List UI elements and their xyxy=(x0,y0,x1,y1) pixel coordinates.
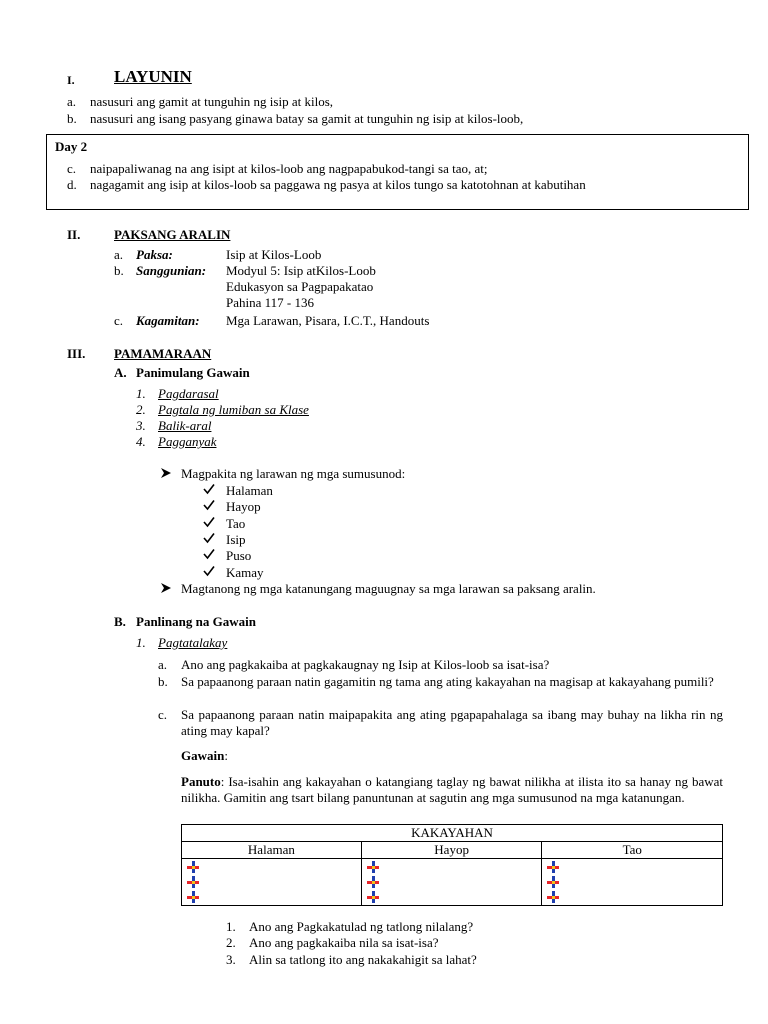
checklist-item: Kamay xyxy=(226,565,264,580)
objective-a: nasusuri ang gamit at tunguhin ng isip at kilos, xyxy=(90,94,334,109)
section1-number: I. xyxy=(67,73,75,87)
multicolor-bullet-icon xyxy=(186,890,200,904)
part-a-item-3: Balik-aral xyxy=(158,418,212,433)
part-a-item-3-num: 3. xyxy=(136,418,146,433)
checklist-item: Hayop xyxy=(226,499,261,514)
question-b-letter: b. xyxy=(158,674,168,689)
objective-c-letter: c. xyxy=(67,161,77,176)
gawain-colon: : xyxy=(224,748,228,763)
multicolor-bullet-icon xyxy=(186,875,200,889)
sanggunian-line-1: Modyul 5: Isip atKilos-Loob xyxy=(226,263,376,278)
multicolor-bullet-icon xyxy=(546,890,560,904)
sanggunian-line-2: Edukasyon sa Pagpapakatao xyxy=(226,279,374,294)
final-question-3: Alin sa tatlong ito ang nakakahigit sa lahat? xyxy=(249,952,477,967)
table-cell-tao[interactable] xyxy=(542,859,723,906)
multicolor-bullet-icon xyxy=(186,860,200,874)
check-icon xyxy=(203,483,215,499)
checklist-item: Tao xyxy=(226,516,246,531)
check-icon xyxy=(203,532,215,548)
multicolor-bullet-icon xyxy=(366,860,380,874)
arrow-bullet-icon xyxy=(160,467,172,483)
section3-title: PAMAMARAAN xyxy=(114,346,212,361)
question-c-letter: c. xyxy=(158,707,168,722)
multicolor-bullet-icon xyxy=(366,890,380,904)
part-a-title: Panimulang Gawain xyxy=(136,365,250,380)
sanggunian-line-3: Pahina 117 - 136 xyxy=(226,295,314,310)
kagamitan-value: Mga Larawan, Pisara, I.C.T., Handouts xyxy=(226,313,430,328)
kagamitan-label: Kagamitan: xyxy=(136,313,200,328)
day2-label: Day 2 xyxy=(55,139,88,154)
check-icon xyxy=(203,565,215,581)
part-b-item-num: 1. xyxy=(136,635,146,650)
kagamitan-letter: c. xyxy=(114,313,124,328)
kakayahan-table xyxy=(181,824,723,906)
final-question-2: Ano ang pagkakaiba nila sa isat-isa? xyxy=(249,935,439,950)
part-a-item-4-num: 4. xyxy=(136,434,146,449)
section3-number: III. xyxy=(67,346,86,361)
paksa-label: Paksa: xyxy=(136,247,173,262)
gawain-heading xyxy=(181,748,228,764)
table-cell-halaman[interactable] xyxy=(182,859,362,906)
objective-b: nasusuri ang isang pasyang ginawa batay sa gamit at tunguhin ng isip at kilos-loob, xyxy=(90,111,524,126)
arrow-bullet-icon xyxy=(160,582,172,598)
section1-title: LAYUNIN xyxy=(114,67,192,86)
question-c: Sa papaanong paraan natin maipapakita ang ating pgapapahalaga sa ibang may buhay na likha rin ng ating may kapal? xyxy=(181,707,723,738)
final-question-1-num: 1. xyxy=(226,919,236,934)
question-a: Ano ang pagkakaiba at pagkakaugnay ng Isip at Kilos-loob sa isat-isa? xyxy=(181,657,550,672)
objective-a-letter: a. xyxy=(67,94,77,109)
table-title: KAKAYAHAN xyxy=(182,825,723,842)
section2-title: PAKSANG ARALIN xyxy=(114,227,231,242)
final-question-2-num: 2. xyxy=(226,935,236,950)
question-b: Sa papaanong paraan natin gagamitin ng tama ang ating kakayahan na magisap at kakayahang pumili? xyxy=(181,674,714,689)
objective-d: nagagamit ang isip at kilos-loob sa paggawa ng pasya at kilos tungo sa katotohnan at kabutihan xyxy=(90,177,586,192)
checklist-item: Isip xyxy=(226,532,246,547)
objective-c: naipapaliwanag na ang isipt at kilos-loob ang nagpapabukod-tangi sa tao, at; xyxy=(90,161,488,176)
check-icon xyxy=(203,548,215,564)
part-a-item-1-num: 1. xyxy=(136,386,146,401)
part-b-letter: B. xyxy=(114,614,126,629)
question-a-letter: a. xyxy=(158,657,168,672)
table-cell-hayop[interactable] xyxy=(361,859,542,906)
multicolor-bullet-icon xyxy=(546,860,560,874)
part-b-title: Panlinang na Gawain xyxy=(136,614,256,629)
arrow-item-1: Magpakita ng larawan ng mga sumusunod: xyxy=(181,466,406,481)
checklist-item: Halaman xyxy=(226,483,273,498)
check-icon xyxy=(203,499,215,515)
objective-d-letter: d. xyxy=(67,177,77,192)
objective-b-letter: b. xyxy=(67,111,77,126)
checklist-item: Puso xyxy=(226,548,252,563)
paksa-value: Isip at Kilos-Loob xyxy=(226,247,322,262)
panuto-paragraph xyxy=(181,774,723,806)
multicolor-bullet-icon xyxy=(546,875,560,889)
part-a-item-2: Pagtala ng lumiban sa Klase xyxy=(158,402,309,417)
table-header-tao: Tao xyxy=(542,842,723,859)
part-b-item: Pagtatalakay xyxy=(158,635,228,650)
gawain-label: Gawain xyxy=(181,748,225,763)
table-header-halaman: Halaman xyxy=(182,842,362,859)
part-a-item-2-num: 2. xyxy=(136,402,146,417)
paksa-letter: a. xyxy=(114,247,124,262)
final-question-3-num: 3. xyxy=(226,952,236,967)
sanggunian-letter: b. xyxy=(114,263,124,278)
part-a-item-4: Pagganyak xyxy=(158,434,217,449)
panuto-text: : Isa-isahin ang kakayahan o katangiang taglay ng bawat nilikha at ilista ito sa hanay ng bawat nilikha. Gamitin ang tsart bilang panuntunan at sagutin ang mga sumusunod na mga katanungan. xyxy=(181,774,723,805)
sanggunian-label: Sanggunian: xyxy=(136,263,207,278)
final-question-1: Ano ang Pagkakatulad ng tatlong nilalang? xyxy=(249,919,474,934)
arrow-item-2: Magtanong ng mga katanungang maguugnay sa mga larawan sa paksang aralin. xyxy=(181,581,596,596)
table-header-hayop: Hayop xyxy=(361,842,542,859)
multicolor-bullet-icon xyxy=(366,875,380,889)
part-a-item-1: Pagdarasal xyxy=(158,386,219,401)
part-a-letter: A. xyxy=(114,365,127,380)
section2-number: II. xyxy=(67,227,81,242)
check-icon xyxy=(203,516,215,532)
panuto-label: Panuto xyxy=(181,774,221,789)
